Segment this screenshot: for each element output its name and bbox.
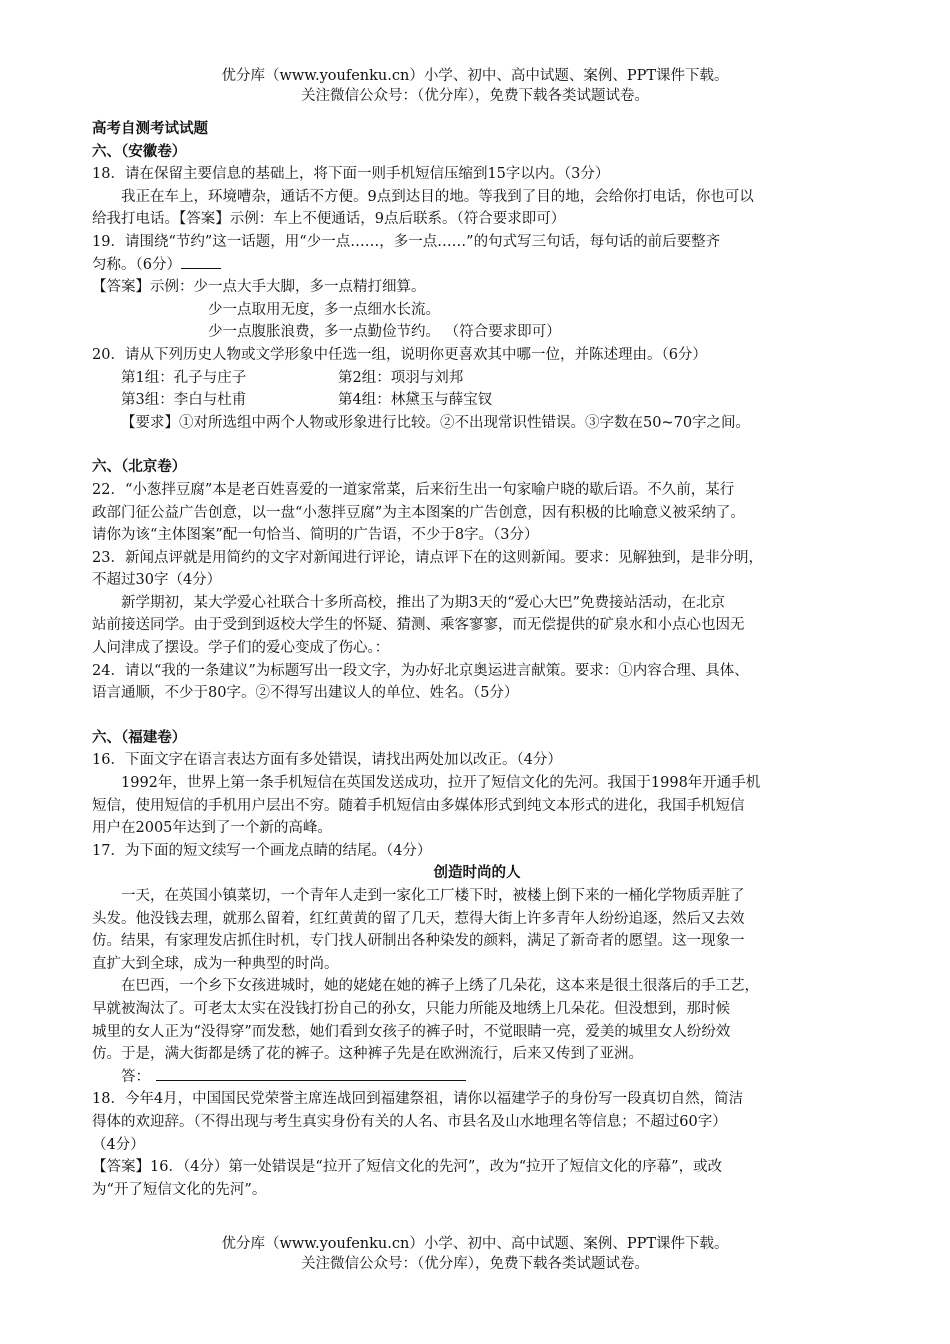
question-24-line-1: 24．请以“我的一条建议”为标题写出一段文字，为办好北京奥运进言献策。要求：①内容合理、具体、 xyxy=(92,662,749,679)
question-18-fujian-line-3: （4分） xyxy=(92,1136,145,1153)
news-text-line-1: 新学期初，某大学爱心社联合十多所高校，推出了为期3天的“爱心大巴”免费接站活动，在北京 xyxy=(121,594,726,611)
document-body xyxy=(92,118,862,1201)
question-20-groups-row-1 xyxy=(92,367,862,390)
question-18-fujian-line-1: 18．今年4月，中国国民党荣誉主席连战回到福建祭祖，请你以福建学子的身份写一段真切自然，简洁 xyxy=(92,1091,744,1108)
group-2: 第2组：项羽与刘邦 xyxy=(338,369,464,386)
answer-19-line-1: 【答案】示例：少一点大手大脚，多一点精打细算。 xyxy=(92,279,426,296)
question-19-line-2 xyxy=(92,254,862,277)
essay-p1-line-1: 一天，在英国小镇菜切，一个青年人走到一家化工厂楼下时，被楼上倒下来的一桶化学物质弄脏了 xyxy=(121,888,745,904)
essay-p2-line-3: 城里的女人正为“没得穿”而发愁，她们看到女孩子的裤子时，不觉眼睛一亮，爱美的城里女人纷纷效 xyxy=(92,1023,731,1040)
answer-line xyxy=(92,1066,862,1089)
page-header xyxy=(0,66,950,106)
footer-line-2: 关注微信公众号：（优分库），免费下载各类试题试卷。 xyxy=(301,1256,649,1272)
answer-blank xyxy=(156,1066,466,1081)
essay-p1-line-3: 仿。结果，有家理发店抓住时机，专门找人研制出各种染发的颜料，满足了新奇者的愿望。这一现象一 xyxy=(92,933,745,950)
page-footer xyxy=(0,1234,950,1274)
spacer xyxy=(92,705,862,727)
answer-key-line-1: 【答案】16．（4分）第一处错误是“拉开了短信文化的先河”，改为“拉开了短信文化的序幕”，或改 xyxy=(92,1159,723,1176)
q16-text-line-2: 短信，使用短信的手机用户层出不穷。随着手机短信由多媒体形式到纯文本形式的进化，我国手机短信 xyxy=(92,797,745,814)
spacer xyxy=(92,434,862,456)
essay-p2-line-4: 仿。于是，满大街都是绣了花的裤子。这种裤子先是在欧洲流行，后来又传到了亚洲。 xyxy=(92,1046,643,1063)
question-22-line-2: 政部门征公益广告创意，以一盘“小葱拌豆腐”为主本图案的广告创意，因有积极的比喻意义被采纳了。 xyxy=(92,504,745,521)
header-line-2: 关注微信公众号：（优分库），免费下载各类试题试卷。 xyxy=(301,88,649,104)
essay-p2-line-1: 在巴西，一个乡下女孩进城时，她的姥姥在她的裤子上绣了几朵花，这本来是很土很落后的手工艺， xyxy=(121,978,759,995)
question-22-line-1: 22．“小葱拌豆腐”本是老百姓喜爱的一道家常菜，后来衍生出一句家喻户晓的歇后语。不久前，某行 xyxy=(92,481,735,498)
essay-p1-line-2: 头发。他没钱去理，就那么留着，红红黄黄的留了几天，惹得大街上许多青年人纷纷追逐，然后又去效 xyxy=(92,910,745,927)
footer-line-1: 优分库（www.youfenku.cn）小学、初中、高中试题、案例、PPT课件下载。 xyxy=(221,1236,729,1252)
group-3: 第3组：李白与杜甫 xyxy=(121,392,247,409)
question-20-requirements: 【要求】①对所选组中两个人物或形象进行比较。②不出现常识性错误。③字数在50~70字之间。 xyxy=(121,414,751,431)
question-20-groups-row-2 xyxy=(92,389,862,412)
sms-text-line-2: 给我打电话。【答案】示例：车上不便通话，9点后联系。（符合要求即可） xyxy=(92,211,566,228)
news-text-line-3: 人问津成了摆设。学子们的爱心变成了伤心。： xyxy=(92,640,390,657)
essay-title: 创造时尚的人 xyxy=(433,864,521,882)
document-title: 高考自测考试试题 xyxy=(92,120,208,137)
question-19-line-1: 19．请围绕“节约”这一话题，用“少一点……，多一点……”的句式写三句话，每句话的前后要整齐 xyxy=(92,233,721,250)
section-heading-anhui: 六、（安徽卷） xyxy=(92,142,187,160)
q16-text-line-1: 1992年，世界上第一条手机短信在英国发送成功，拉开了短信文化的先河。我国于1998年开通手机 xyxy=(121,775,761,792)
answer-key-line-2: 为“开了短信文化的先河”。 xyxy=(92,1181,267,1198)
group-4: 第4组：林黛玉与薛宝钗 xyxy=(338,392,493,409)
answer-19-line-3: 少一点腹胀浪费，多一点勤俭节约。 （符合要求即可） xyxy=(208,324,561,341)
question-24-line-2: 语言通顺，不少于80字。②不得写出建议人的单位、姓名。（5分） xyxy=(92,685,519,702)
question-18-anhui: 18．请在保留主要信息的基础上，将下面一则手机短信压缩到15字以内。（3分） xyxy=(92,166,610,183)
section-heading-fujian: 六、（福建卷） xyxy=(92,728,187,746)
q16-text-line-3: 用户在2005年达到了一个新的高峰。 xyxy=(92,820,332,837)
essay-p2-line-2: 早就被淘汰了。可老太太实在没钱打扮自己的孙女，只能力所能及地绣上几朵花。但没想到，那时候 xyxy=(92,1000,730,1017)
section-heading-beijing: 六、（北京卷） xyxy=(92,458,187,476)
answer-label: 答： xyxy=(121,1068,150,1085)
essay-p1-line-4: 直扩大到全球，成为一种典型的时尚。 xyxy=(92,955,339,972)
sms-text-line-1: 我正在车上，环境嘈杂，通话不方便。9点到达目的地。等我到了目的地，会给你打电话，你也可以 xyxy=(121,188,754,205)
question-22-line-3: 请你为该“主体图案”配一句恰当、简明的广告语，不少于8字。（3分） xyxy=(92,527,539,544)
answer-19-line-2: 少一点取用无度，多一点细水长流。 xyxy=(208,301,440,318)
question-23-line-2: 不超过30字（4分） xyxy=(92,572,222,589)
question-20: 20．请从下列历史人物或文学形象中任选一组，说明你更喜欢其中哪一位，并陈述理由。（6分） xyxy=(92,346,707,363)
header-line-1: 优分库（www.youfenku.cn）小学、初中、高中试题、案例、PPT课件下载。 xyxy=(221,68,729,84)
question-23-line-1: 23．新闻点评就是用简约的文字对新闻进行评论，请点评下在的这则新闻。要求：见解独到，是非分明， xyxy=(92,549,763,566)
question-17: 17．为下面的短文续写一个画龙点睛的结尾。（4分） xyxy=(92,842,432,859)
question-18-fujian-line-2: 得体的欢迎辞。（不得出现与考生真实身份有关的人名、市县名及山水地理名等信息；不超过60字） xyxy=(92,1113,727,1130)
question-16: 16．下面文字在语言表达方面有多处错误，请找出两处加以改正。（4分） xyxy=(92,752,562,769)
answer-blank xyxy=(181,254,221,269)
news-text-line-2: 站前接送同学。由于受到到返校大学生的怀疑、猜测、乘客寥寥，而无偿提供的矿泉水和小点心也因无 xyxy=(92,617,745,634)
question-19-score: 匀称。（6分） xyxy=(92,256,181,273)
group-1: 第1组：孔子与庄子 xyxy=(121,369,247,386)
